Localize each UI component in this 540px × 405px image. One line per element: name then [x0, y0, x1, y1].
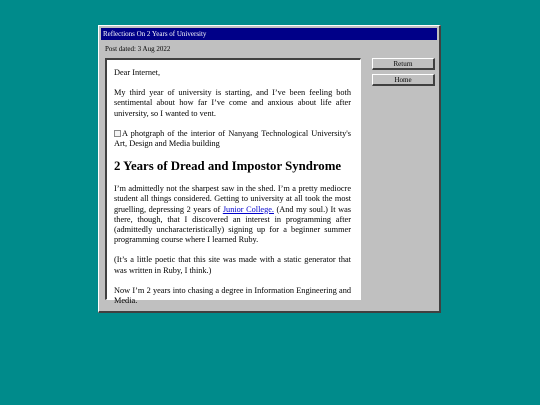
paragraph-degree: Now I’m 2 years into chasing a degree in Information Engineering and Media. [114, 285, 351, 306]
junior-college-link[interactable]: Junior College. [222, 204, 274, 214]
paragraph-student-text-start: I’m admittedly not the sharpest saw in the shed. I’m a pretty mediocre student all things considered. Getting to university at all took the most gruelling, depressing 2 years of [114, 184, 351, 214]
article-image [114, 129, 351, 149]
article-body [107, 60, 360, 306]
window-title: Reflections On 2 Years of University [103, 30, 207, 38]
return-button[interactable]: Return [372, 58, 435, 70]
image-alt-text: A photgraph of the interior of Nanyang Technological University's Art, Design and Media building [114, 128, 351, 149]
article-content-pane[interactable] [105, 58, 361, 306]
paragraph-ruby: (It’s a little poetic that this site was made with a static generator that was written in Ruby, I think.) [114, 255, 351, 275]
paragraph-student-text-end: (And my soul.) It was there, though, that I discovered an interest in programming after (admittedly uncharacteristically) signing up for a beginner summer programming course where I learned Ruby. [114, 204, 351, 245]
paragraph-student [114, 184, 351, 245]
greeting: Dear Internet, [114, 68, 161, 77]
article-window [98, 25, 441, 313]
window-titlebar [101, 28, 437, 40]
post-date: Post dated: 3 Aug 2022 [105, 45, 171, 53]
broken-image-icon [114, 130, 121, 137]
section-heading: 2 Years of Dread and Impostor Syndrome [114, 159, 342, 174]
home-button[interactable]: Home [372, 74, 435, 86]
paragraph-intro: My third year of university is starting, and I’ve been feeling both sentimental about how far I’ve come and anxious about life after university, so I wanted to vent. [114, 88, 351, 118]
